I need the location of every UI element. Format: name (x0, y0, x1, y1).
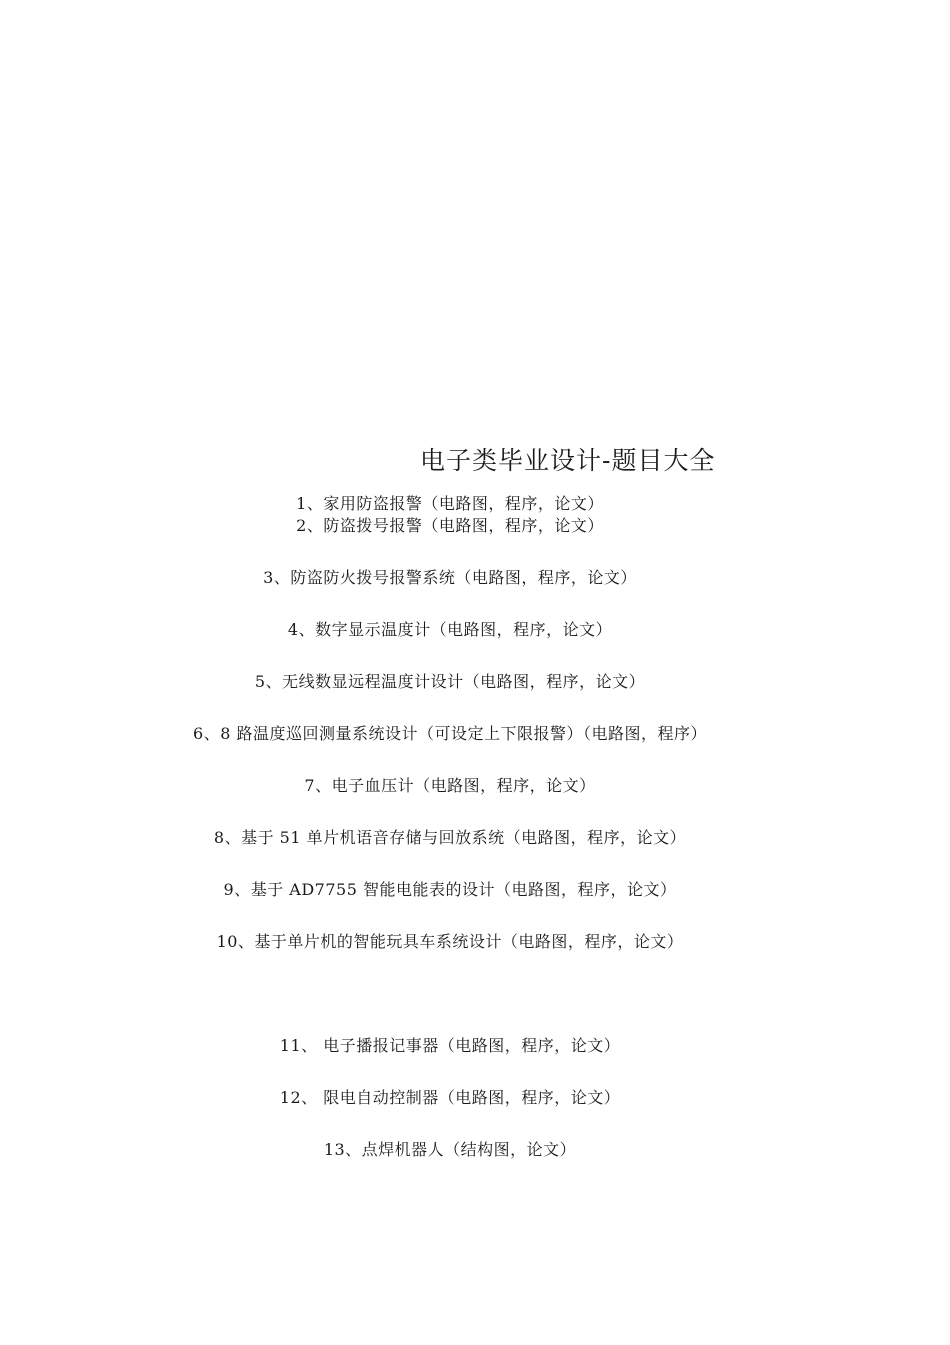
document-title: 电子类毕业设计-题目大全 (420, 446, 716, 475)
list-item: 7、电子血压计（电路图，程序，论文） (304, 776, 596, 795)
list-item: 11、 电子播报记事器（电路图，程序，论文） (279, 1036, 621, 1055)
list-item: 12、 限电自动控制器（电路图，程序，论文） (279, 1088, 621, 1107)
list-item: 4、数字显示温度计（电路图，程序，论文） (287, 620, 613, 639)
list-item: 1、家用防盗报警（电路图，程序，论文） (296, 494, 604, 513)
list-item: 3、防盗防火拨号报警系统（电路图，程序，论文） (263, 568, 637, 587)
list-item: 5、无线数显远程温度计设计（电路图，程序，论文） (254, 672, 646, 691)
list-item: 8、基于 51 单片机语音存储与回放系统（电路图，程序，论文） (213, 828, 687, 847)
list-item: 6、8 路温度巡回测量系统设计（可设定上下限报警）（电路图，程序） (193, 724, 707, 743)
list-item: 2、防盗拨号报警（电路图，程序，论文） (296, 516, 604, 535)
list-item: 13、点焊机器人（结构图，论文） (323, 1140, 577, 1159)
list-item: 9、基于 AD7755 智能电能表的设计（电路图，程序，论文） (223, 880, 677, 899)
list-item: 10、基于单片机的智能玩具车系统设计（电路图，程序，论文） (216, 932, 684, 951)
